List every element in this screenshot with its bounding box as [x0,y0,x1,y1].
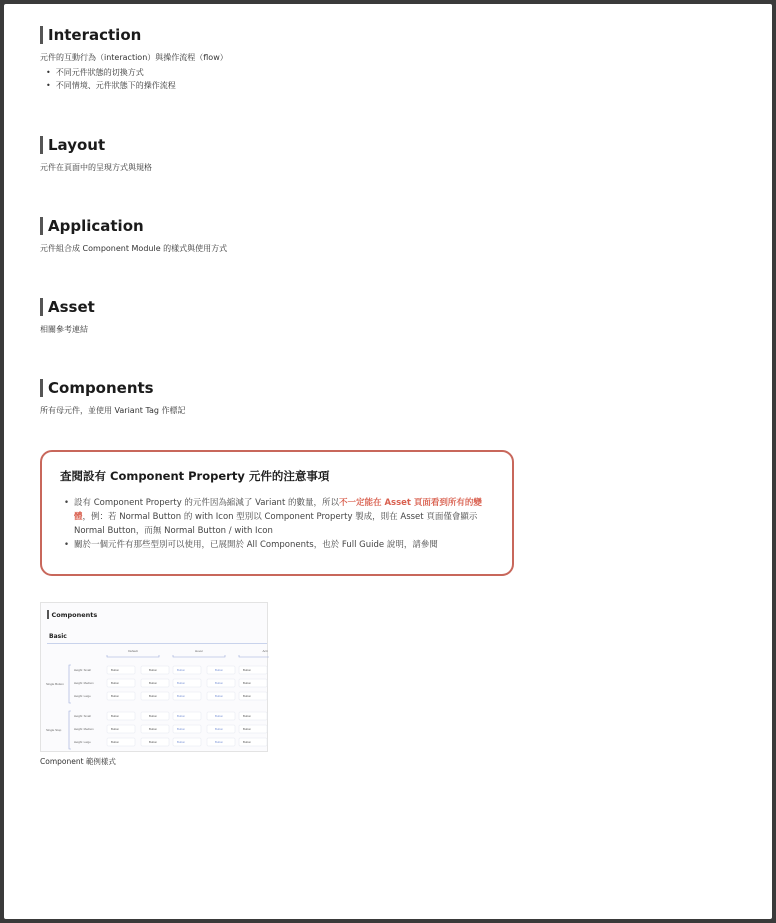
heading-bar [40,26,43,44]
heading-bar [40,379,43,397]
section-interaction [40,26,228,92]
mini-button-label: Button [149,714,158,718]
section-title: Application [48,217,144,235]
list-item: • 不同情境、元件狀態下的操作流程 [46,79,228,92]
section-desc: 元件的互動行為（interaction）與操作流程（flow） [40,53,228,62]
section-components [40,379,186,417]
group-bracket [69,711,71,749]
section-desc: 所有母元件，並使用 Variant Tag 作標記 [40,406,186,415]
mini-button-label: Button [243,668,252,672]
row-label: Height: Large [74,740,91,744]
mini-button-label: Button [177,727,186,731]
section-title: Layout [48,136,106,154]
group-bracket [69,665,71,703]
row-label: Height: Small [74,668,91,672]
mini-button-label: Button [177,740,186,744]
mini-button-label: Button [177,694,186,698]
mini-button-label: Button [149,668,158,672]
column-bracket [239,655,269,657]
component-example-image[interactable] [40,602,268,752]
component-grid-illustration [41,603,269,753]
mini-button-label: Button [177,668,186,672]
row-label: Height: Large [74,694,91,698]
heading-bar [40,217,43,235]
mini-button-label: Button [149,694,158,698]
mini-button-label: Button [243,740,252,744]
notice-item: • 關於一個元件有那些型別可以使用，已展開於 All Components，也於 Full Guide 說明，請參閱 [64,538,494,552]
mini-button-label: Button [177,681,186,685]
column-bracket [173,655,225,657]
section-heading [40,26,228,44]
heading-bar [40,136,43,154]
section-application [40,217,227,255]
notice-callout [40,450,514,576]
section-title: Interaction [48,26,142,44]
section-heading [40,298,95,316]
mini-button-label: Button [215,727,224,731]
mini-button-label: Button [215,668,224,672]
notice-item [64,496,494,538]
column-bracket [107,655,159,657]
section-asset [40,298,95,336]
section-desc: 相關參考連結 [40,325,88,334]
mini-button-label: Button [149,740,158,744]
image-caption: Component 範例樣式 [40,757,116,766]
column-label: Acti [262,649,268,653]
mini-button-label: Button [215,694,224,698]
notice-highlight: 不一定能在 Asset 頁面看到所有的變體 [74,498,482,522]
heading-bar [40,298,43,316]
section-layout [40,136,152,174]
bullet-list [46,66,228,92]
row-label: Height: Small [74,714,91,718]
row-label: Height: Medium [74,681,94,685]
group-label: Single Stop [46,728,62,732]
section-heading [40,136,152,154]
notice-text: 設有 Component Property 的元件因為縮減了 Variant 的數量，所以 [74,498,339,508]
mini-button-label: Button [215,740,224,744]
mini-button-label: Button [149,727,158,731]
mini-button-label: Button [243,681,252,685]
mini-button-label: Button [243,714,252,718]
notice-text: ，例：若 Normal Button 的 with Icon 型別以 Component Property 製成，則在 Asset 頁面僅會顯示 Normal Button，而無 Normal Button / with Icon [74,512,478,536]
mini-button-label: Button [111,681,120,685]
mini-button-label: Button [111,668,120,672]
mini-button-label: Button [215,714,224,718]
column-label: Hover [194,649,204,653]
list-item: • 不同元件狀態的切換方式 [46,66,228,79]
mini-button-label: Button [215,681,224,685]
thumbnail-title-text: Components [51,610,98,619]
mini-button-label: Button [111,727,120,731]
document-page [4,4,772,919]
mini-button-label: Button [111,694,120,698]
section-desc: 元件在頁面中的呈現方式與規格 [40,163,152,172]
section-title: Components [48,379,154,397]
section-heading [40,217,227,235]
section-heading [40,379,186,397]
mini-button-label: Button [243,694,252,698]
mini-button-label: Button [149,681,158,685]
section-desc: 元件組合成 Component Module 的樣式與使用方式 [40,244,228,253]
column-label: Default [128,649,138,653]
mini-button-label: Button [111,740,120,744]
notice-title: 查閱設有 Component Property 元件的注意事項 [60,469,330,483]
mini-button-label: Button [177,714,186,718]
mini-button-label: Button [243,727,252,731]
thumbnail-subtitle: Basic [49,633,67,640]
section-title: Asset [48,298,95,316]
row-label: Height: Medium [74,727,94,731]
mini-button-label: Button [111,714,120,718]
group-label: Single Button [46,682,64,686]
notice-list [60,496,494,552]
